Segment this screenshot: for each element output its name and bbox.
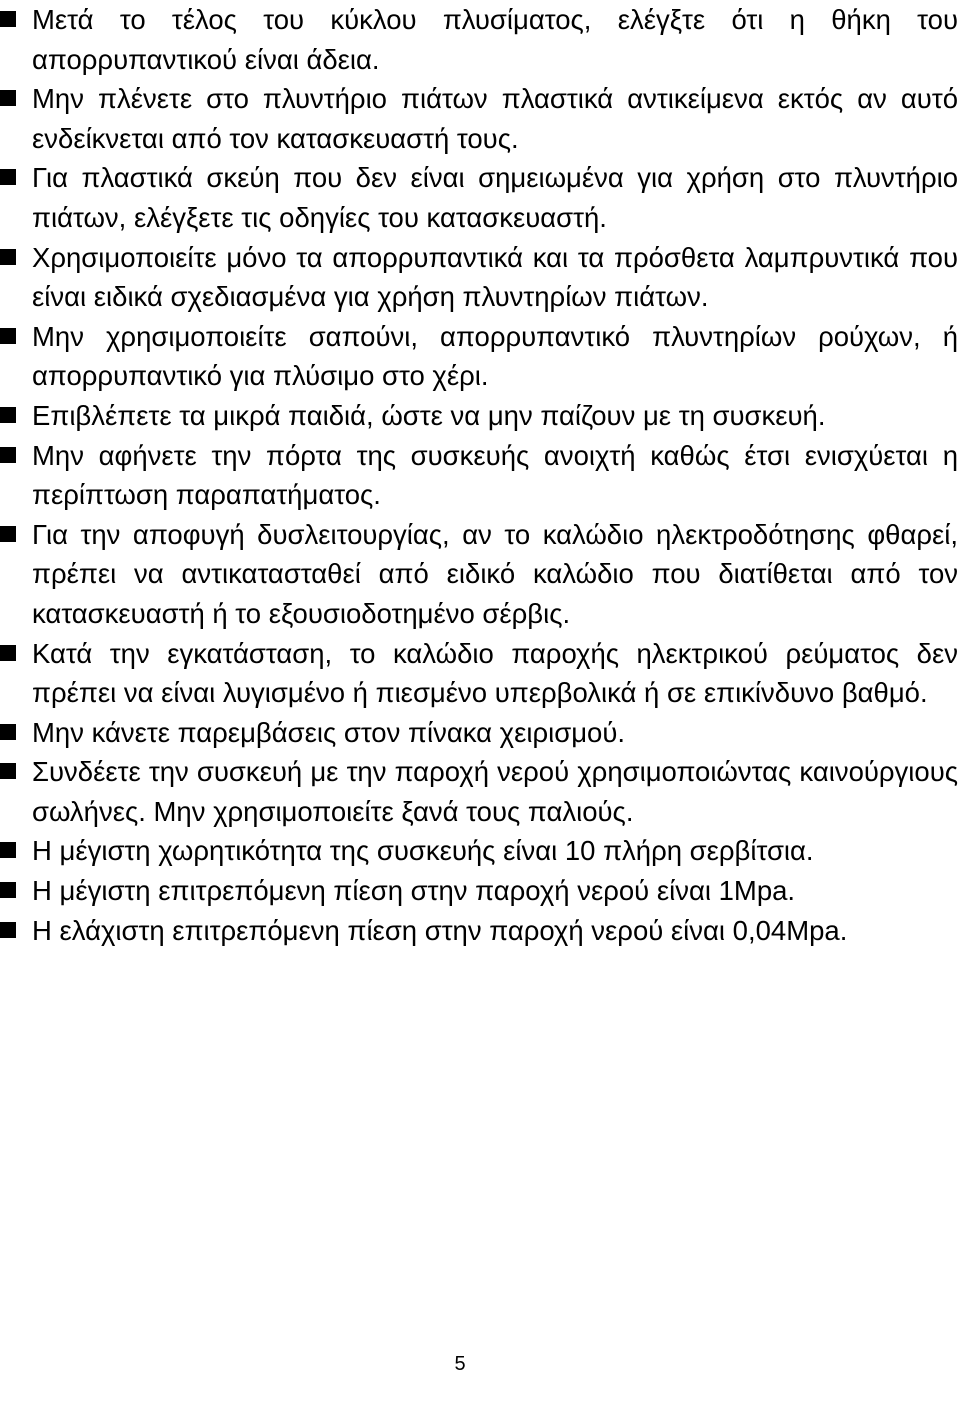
list-item — [0, 752, 958, 831]
square-bullet-icon — [0, 526, 16, 542]
square-bullet-icon — [0, 90, 16, 106]
list-item — [0, 158, 958, 237]
instruction-text: Μην κάνετε παρεμβάσεις στον πίνακα χειρισμού. — [32, 716, 626, 748]
square-bullet-icon — [0, 407, 16, 423]
instruction-text: Μετά το τέλος του κύκλου πλυσίματος, ελέγξτε ότι η θήκη του απορρυπαντικού είναι άδεια. — [32, 4, 958, 75]
instruction-text: Μην πλένετε στο πλυντήριο πιάτων πλαστικά αντικείμενα εκτός αν αυτό ενδείκνεται από τον κατασκευαστή τους. — [32, 83, 958, 154]
square-bullet-icon — [0, 447, 16, 463]
list-item — [0, 317, 958, 396]
instruction-text: Η ελάχιστη επιτρεπόμενη πίεση στην παροχή νερού είναι 0,04Mpa. — [32, 914, 848, 946]
instruction-text: Επιβλέπετε τα μικρά παιδιά, ώστε να μην παίζουν με τη συσκευή. — [32, 399, 826, 431]
instruction-text: Μην χρησιμοποιείτε σαπούνι, απορρυπαντικό πλυντηρίων ρούχων, ή απορρυπαντικό για πλύσιμο στο χέρι. — [32, 320, 958, 392]
square-bullet-icon — [0, 882, 16, 898]
page-number: 5 — [454, 1353, 466, 1375]
square-bullet-icon — [0, 645, 16, 661]
square-bullet-icon — [0, 763, 16, 779]
instruction-text: Για την αποφυγή δυσλειτουργίας, αν το καλώδιο ηλεκτροδότησης φθαρεί, πρέπει να αντικατασταθεί από ειδικό καλώδιο που διατίθεται από τον κατασκευαστή ή το εξουσιοδοτημένο σέρβις. — [32, 518, 958, 629]
square-bullet-icon — [0, 842, 16, 858]
list-item — [0, 713, 958, 753]
instruction-text: Η μέγιστη χωρητικότητα της συσκευής είναι 10 πλήρη σερβίτσια. — [32, 835, 814, 867]
list-item — [0, 238, 958, 317]
list-item — [0, 436, 958, 515]
instruction-text: Για πλαστικά σκεύη που δεν είναι σημειωμένα για χρήση στο πλυντήριο πιάτων, ελέγξετε τις οδηγίες του κατασκευαστή. — [32, 162, 958, 233]
list-item — [0, 911, 958, 951]
square-bullet-icon — [0, 249, 16, 265]
instruction-text: Χρησιμοποιείτε μόνο τα απορρυπαντικά και τα πρόσθετα λαμπρυντικά που είναι ειδικά σχεδιασμένα για χρήση πλυντηρίων πιάτων. — [32, 241, 958, 313]
list-item — [0, 396, 958, 436]
square-bullet-icon — [0, 922, 16, 938]
instruction-text: Η μέγιστη επιτρεπόμενη πίεση στην παροχή νερού είναι 1Mpa. — [32, 875, 796, 907]
list-item — [0, 831, 958, 871]
list-item — [0, 0, 958, 79]
list-item — [0, 515, 958, 634]
list-item — [0, 871, 958, 911]
square-bullet-icon — [0, 169, 16, 185]
list-item — [0, 79, 958, 158]
instruction-text: Συνδέετε την συσκευή με την παροχή νερού χρησιμοποιώντας καινούργιους σωλήνες. Μην χρησιμοποιείτε ξανά τους παλιούς. — [32, 756, 958, 827]
square-bullet-icon — [0, 724, 16, 740]
square-bullet-icon — [0, 328, 16, 344]
instruction-text: Μην αφήνετε την πόρτα της συσκευής ανοιχτή καθώς έτσι ενισχύεται η περίπτωση παραπατήματος. — [32, 439, 958, 511]
square-bullet-icon — [0, 11, 16, 27]
instruction-text: Κατά την εγκατάσταση, το καλώδιο παροχής ηλεκτρικού ρεύματος δεν πρέπει να είναι λυγισμένο ή πιεσμένο υπερβολικά ή σε επικίνδυνο βαθμό. — [32, 637, 958, 709]
list-item — [0, 634, 958, 713]
